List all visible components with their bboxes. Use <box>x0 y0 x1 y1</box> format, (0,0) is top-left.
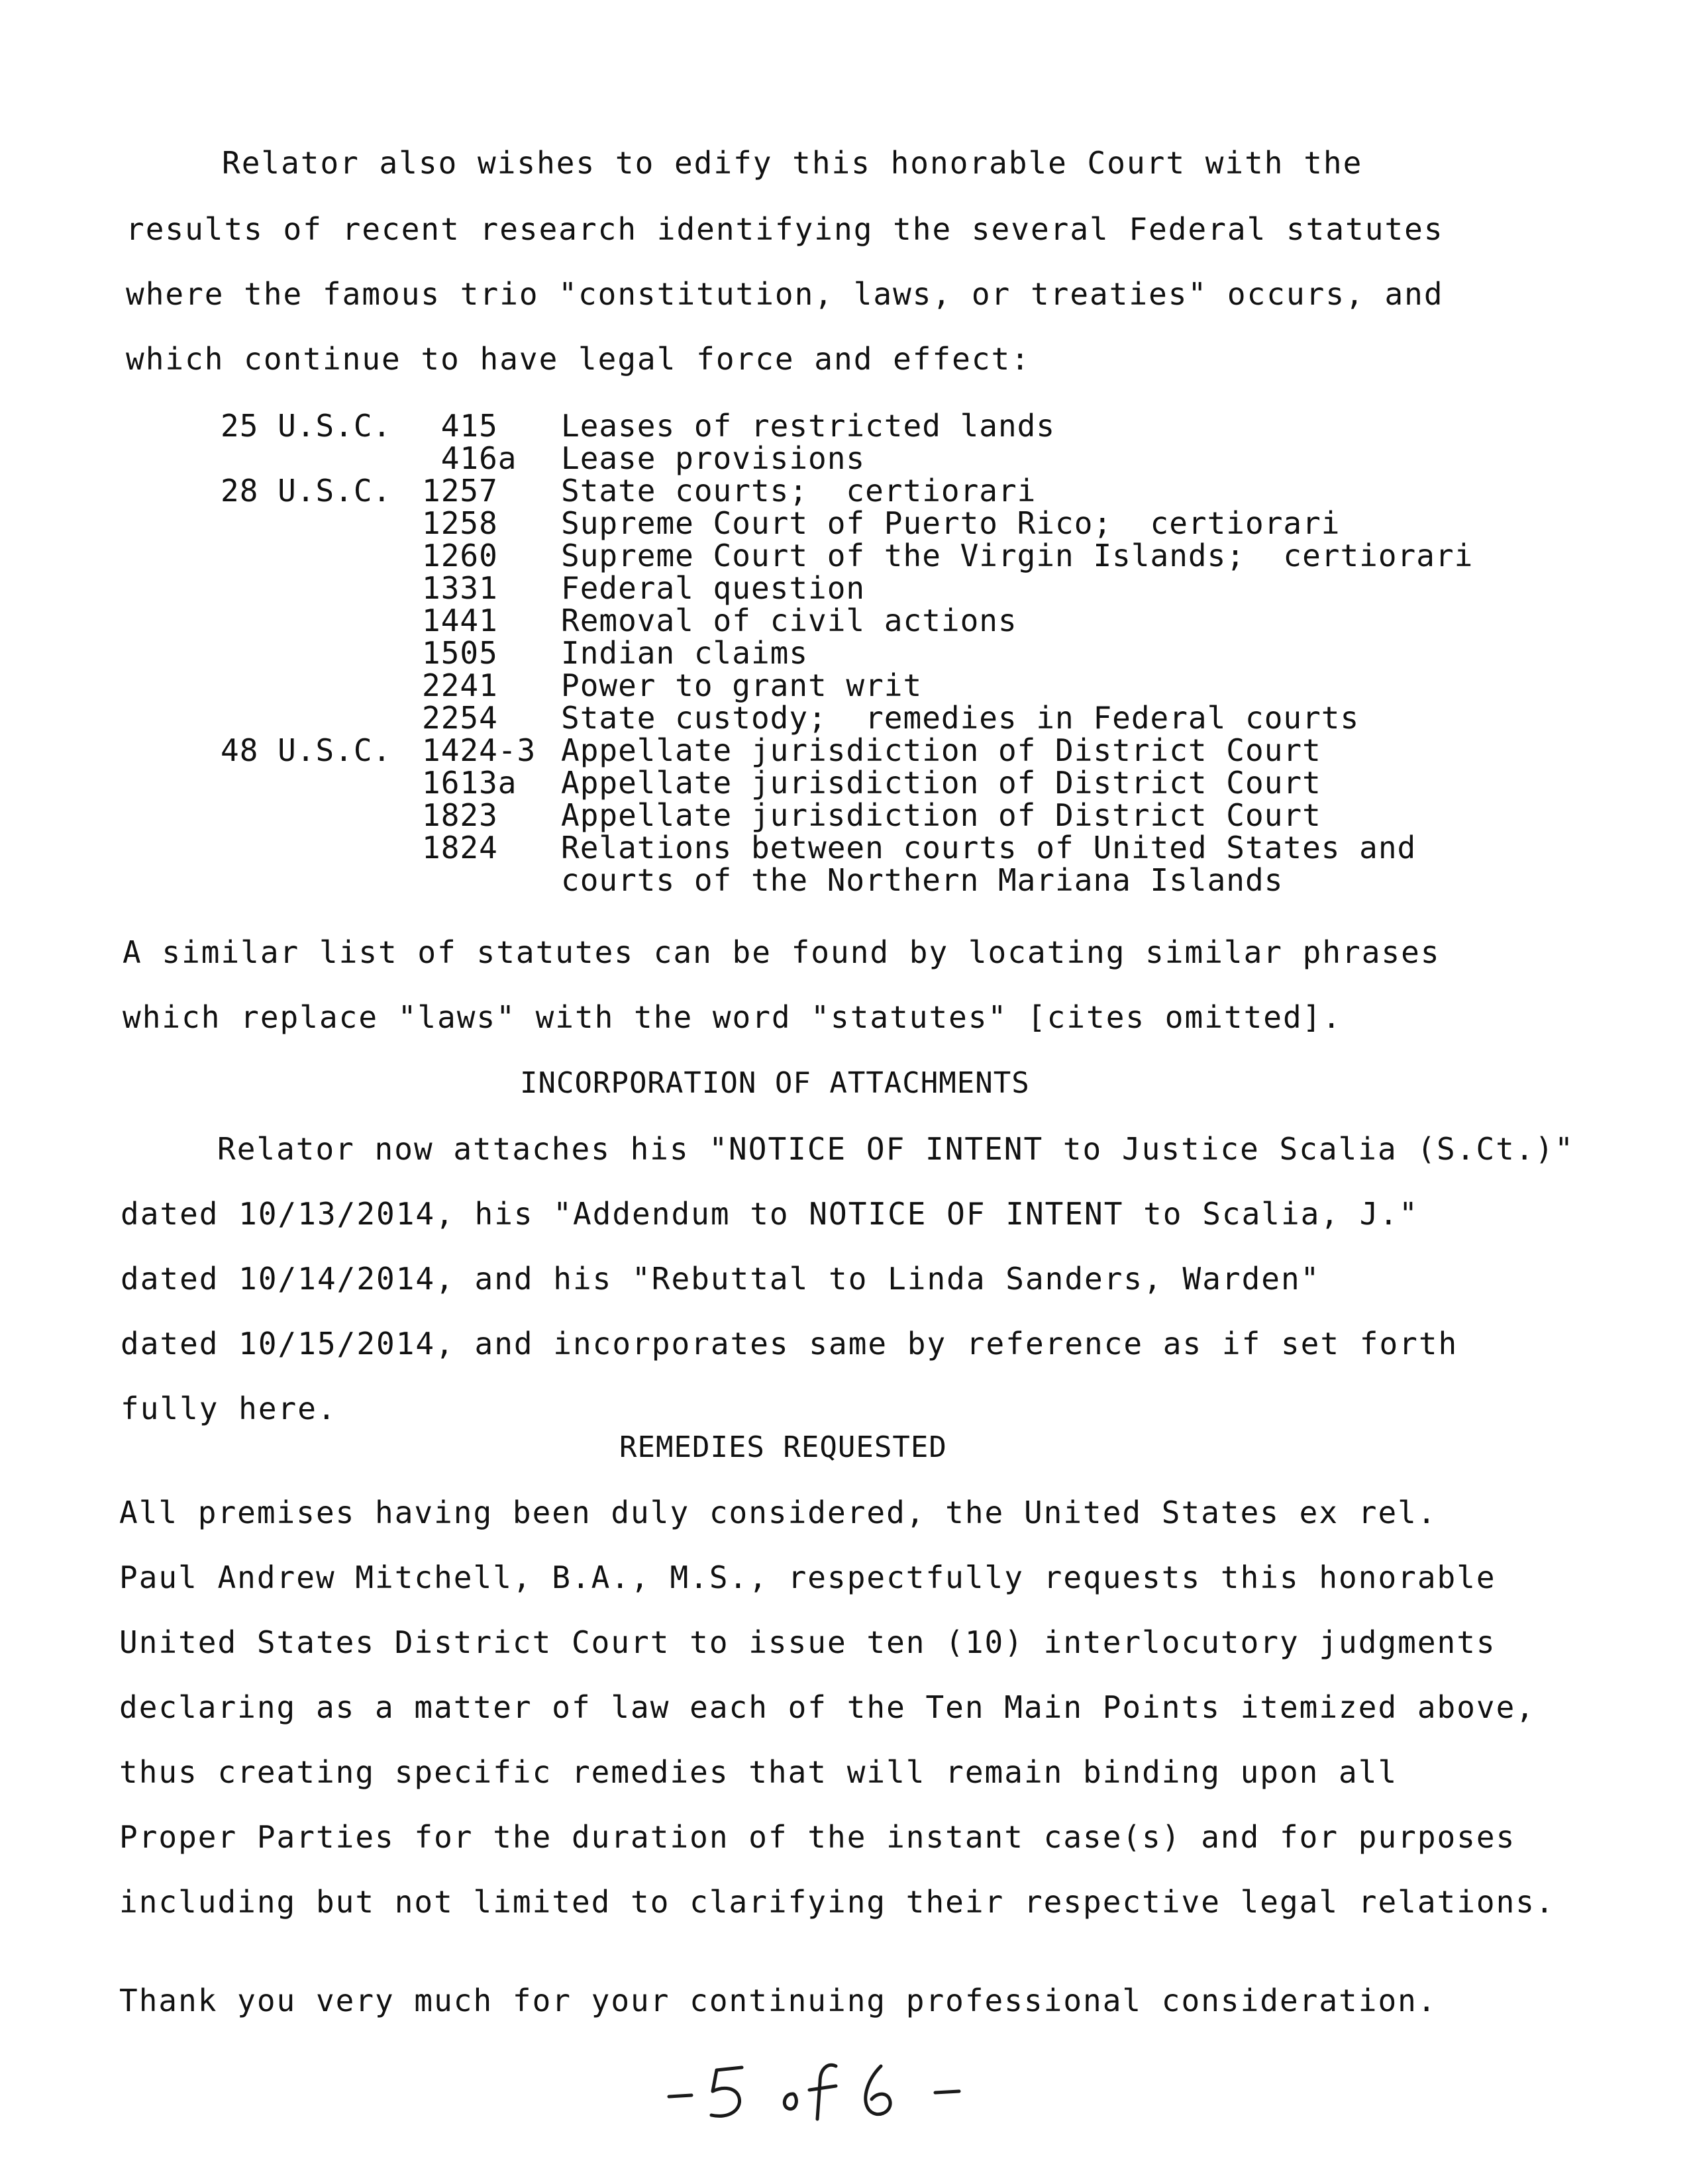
statute-description: Relations between courts of United States and <box>561 830 1417 866</box>
attachments-line: dated 10/13/2014, his "Addendum to NOTICE OF INTENT to Scalia, J." <box>121 1196 1419 1232</box>
statute-section: 1258 <box>422 505 498 541</box>
statute-description: Appellate jurisdiction of District Court <box>561 732 1321 768</box>
statute-section: 1331 <box>422 570 498 606</box>
remedies-line: Proper Parties for the duration of the instant case(s) and for purposes <box>119 1819 1516 1855</box>
statute-description: Appellate jurisdiction of District Court <box>561 765 1321 801</box>
statute-title: 25 U.S.C. <box>221 408 392 444</box>
statute-section: 2241 <box>422 668 498 703</box>
statute-description: Supreme Court of Puerto Rico; certiorari <box>561 505 1341 541</box>
closing-line: Thank you very much for your continuing professional consideration. <box>119 1983 1437 2018</box>
statute-section: 1441 <box>422 603 498 638</box>
statute-description: Leases of restricted lands <box>561 408 1056 444</box>
statute-section: 1505 <box>422 635 498 671</box>
remedies-line: thus creating specific remedies that will remain binding upon all <box>119 1754 1398 1790</box>
intro-line: Relator also wishes to edify this honorable Court with the <box>222 145 1363 181</box>
statute-description: Federal question <box>561 570 866 606</box>
statute-description: State courts; certiorari <box>561 473 1037 509</box>
statute-description: Power to grant writ <box>561 668 923 703</box>
statute-section: 1613a <box>422 765 517 801</box>
statute-section: 1260 <box>422 538 498 573</box>
remedies-line: declaring as a matter of law each of the Ten Main Points itemized above, <box>119 1689 1535 1725</box>
statute-section: 416a <box>422 440 517 476</box>
remedies-line: including but not limited to clarifying their respective legal relations. <box>119 1884 1555 1920</box>
statute-section: 1824 <box>422 830 498 866</box>
remedies-line: Paul Andrew Mitchell, B.A., M.S., respectfully requests this honorable <box>119 1560 1496 1595</box>
statute-description: Removal of civil actions <box>561 603 1017 638</box>
statute-section: 1823 <box>422 797 498 833</box>
intro-line: where the famous trio "constitution, laws, or treaties" occurs, and <box>126 276 1444 312</box>
statute-description: State custody; remedies in Federal courts <box>561 700 1360 736</box>
similar-line: A similar list of statutes can be found by locating similar phrases <box>123 934 1441 970</box>
statute-title: 48 U.S.C. <box>221 732 392 768</box>
remedies-line: United States District Court to issue ten (10) interlocutory judgments <box>119 1624 1496 1660</box>
statute-description: Lease provisions <box>561 440 866 476</box>
attachments-line: dated 10/14/2014, and his "Rebuttal to Linda Sanders, Warden" <box>121 1261 1321 1297</box>
remedies-line: All premises having been duly considered, the United States ex rel. <box>119 1495 1437 1530</box>
statute-description: Supreme Court of the Virgin Islands; certiorari <box>561 538 1474 573</box>
intro-line: which continue to have legal force and effect: <box>126 341 1031 377</box>
statute-description: Appellate jurisdiction of District Court <box>561 797 1321 833</box>
statute-section: 1424-3 <box>422 732 536 768</box>
attachments-line: fully here. <box>121 1391 337 1426</box>
statute-section: 1257 <box>422 473 498 509</box>
page-number-handwritten <box>662 2053 1073 2132</box>
statute-description: Indian claims <box>561 635 809 671</box>
statute-title: 28 U.S.C. <box>221 473 392 509</box>
similar-line: which replace "laws" with the word "statutes" [cites omitted]. <box>123 999 1343 1035</box>
intro-line: results of recent research identifying the several Federal statutes <box>126 211 1444 247</box>
attachments-line: Relator now attaches his "NOTICE OF INTENT to Justice Scalia (S.Ct.)" <box>217 1131 1574 1167</box>
attachments-line: dated 10/15/2014, and incorporates same by reference as if set forth <box>121 1326 1458 1362</box>
statute-description: courts of the Northern Mariana Islands <box>561 862 1284 898</box>
statute-section: 2254 <box>422 700 498 736</box>
section-heading-attachments: INCORPORATION OF ATTACHMENTS <box>520 1066 1030 1100</box>
statute-section: 415 <box>422 408 498 444</box>
section-heading-remedies: REMEDIES REQUESTED <box>619 1430 947 1464</box>
